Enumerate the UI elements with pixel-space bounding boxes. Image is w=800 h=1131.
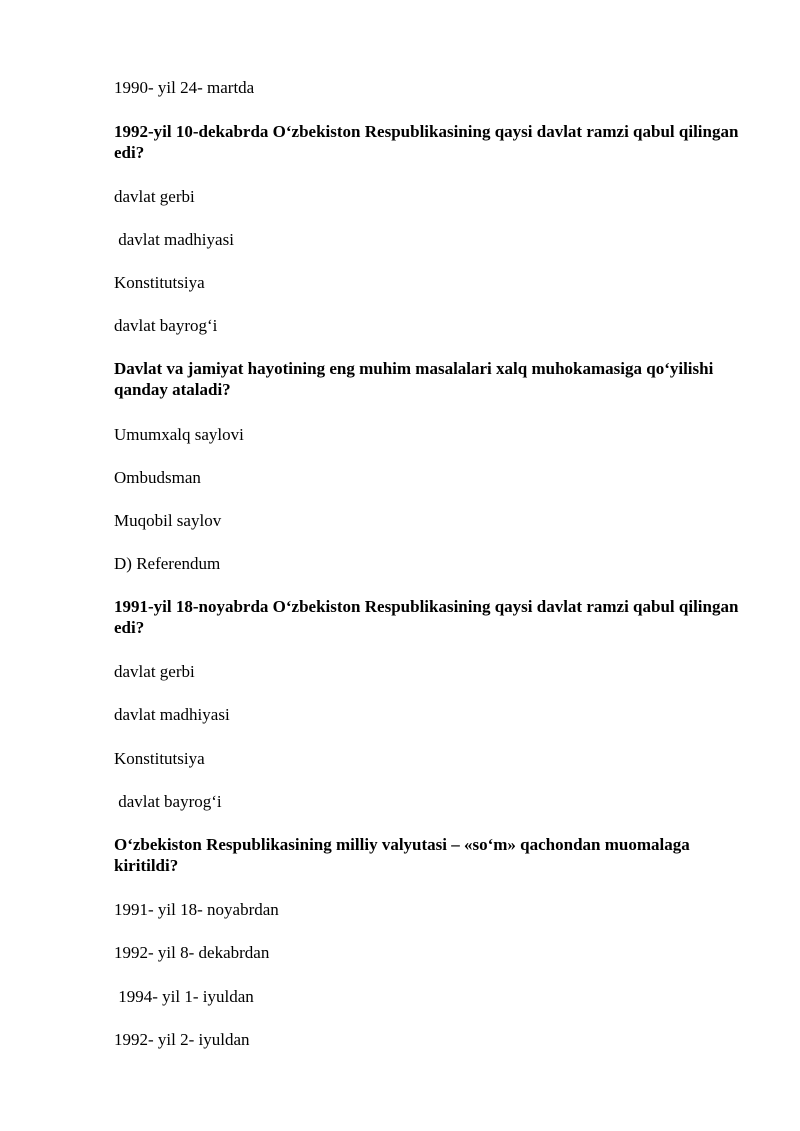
- answer-option: davlat bayrog‘i: [114, 316, 218, 335]
- answer-option: davlat madhiyasi: [114, 705, 230, 724]
- answer-option: davlat gerbi: [114, 662, 195, 681]
- answer-option: 1992- yil 8- dekabrdan: [114, 943, 270, 962]
- question-text: O‘zbekiston Respublikasining milliy valyutasi – «so‘m» qachondan muomalaga kiritildi?: [114, 835, 690, 875]
- answer-option: Konstitutsiya: [114, 749, 205, 768]
- answer-option: Ombudsman: [114, 468, 201, 487]
- answer-line: 1990- yil 24- martda: [114, 78, 255, 97]
- answer-option: 1994- yil 1- iyuldan: [114, 987, 254, 1006]
- answer-option: davlat bayrog‘i: [114, 792, 222, 811]
- question-text: Davlat va jamiyat hayotining eng muhim masalalari xalq muhokamasiga qo‘yilishi qanday ataladi?: [114, 359, 714, 399]
- answer-option: davlat gerbi: [114, 187, 195, 206]
- answer-option: 1991- yil 18- noyabrdan: [114, 900, 279, 919]
- answer-option: D) Referendum: [114, 554, 221, 573]
- question-text: 1992-yil 10-dekabrda O‘zbekiston Respublikasining qaysi davlat ramzi qabul qilingan edi?: [114, 122, 739, 162]
- answer-option: Konstitutsiya: [114, 273, 205, 292]
- answer-option: Umumxalq saylovi: [114, 425, 244, 444]
- question-text: 1991-yil 18-noyabrda O‘zbekiston Respublikasining qaysi davlat ramzi qabul qilingan edi?: [114, 597, 739, 637]
- answer-option: 1992- yil 2- iyuldan: [114, 1030, 250, 1049]
- answer-option: Muqobil saylov: [114, 511, 222, 530]
- answer-option: davlat madhiyasi: [114, 230, 234, 249]
